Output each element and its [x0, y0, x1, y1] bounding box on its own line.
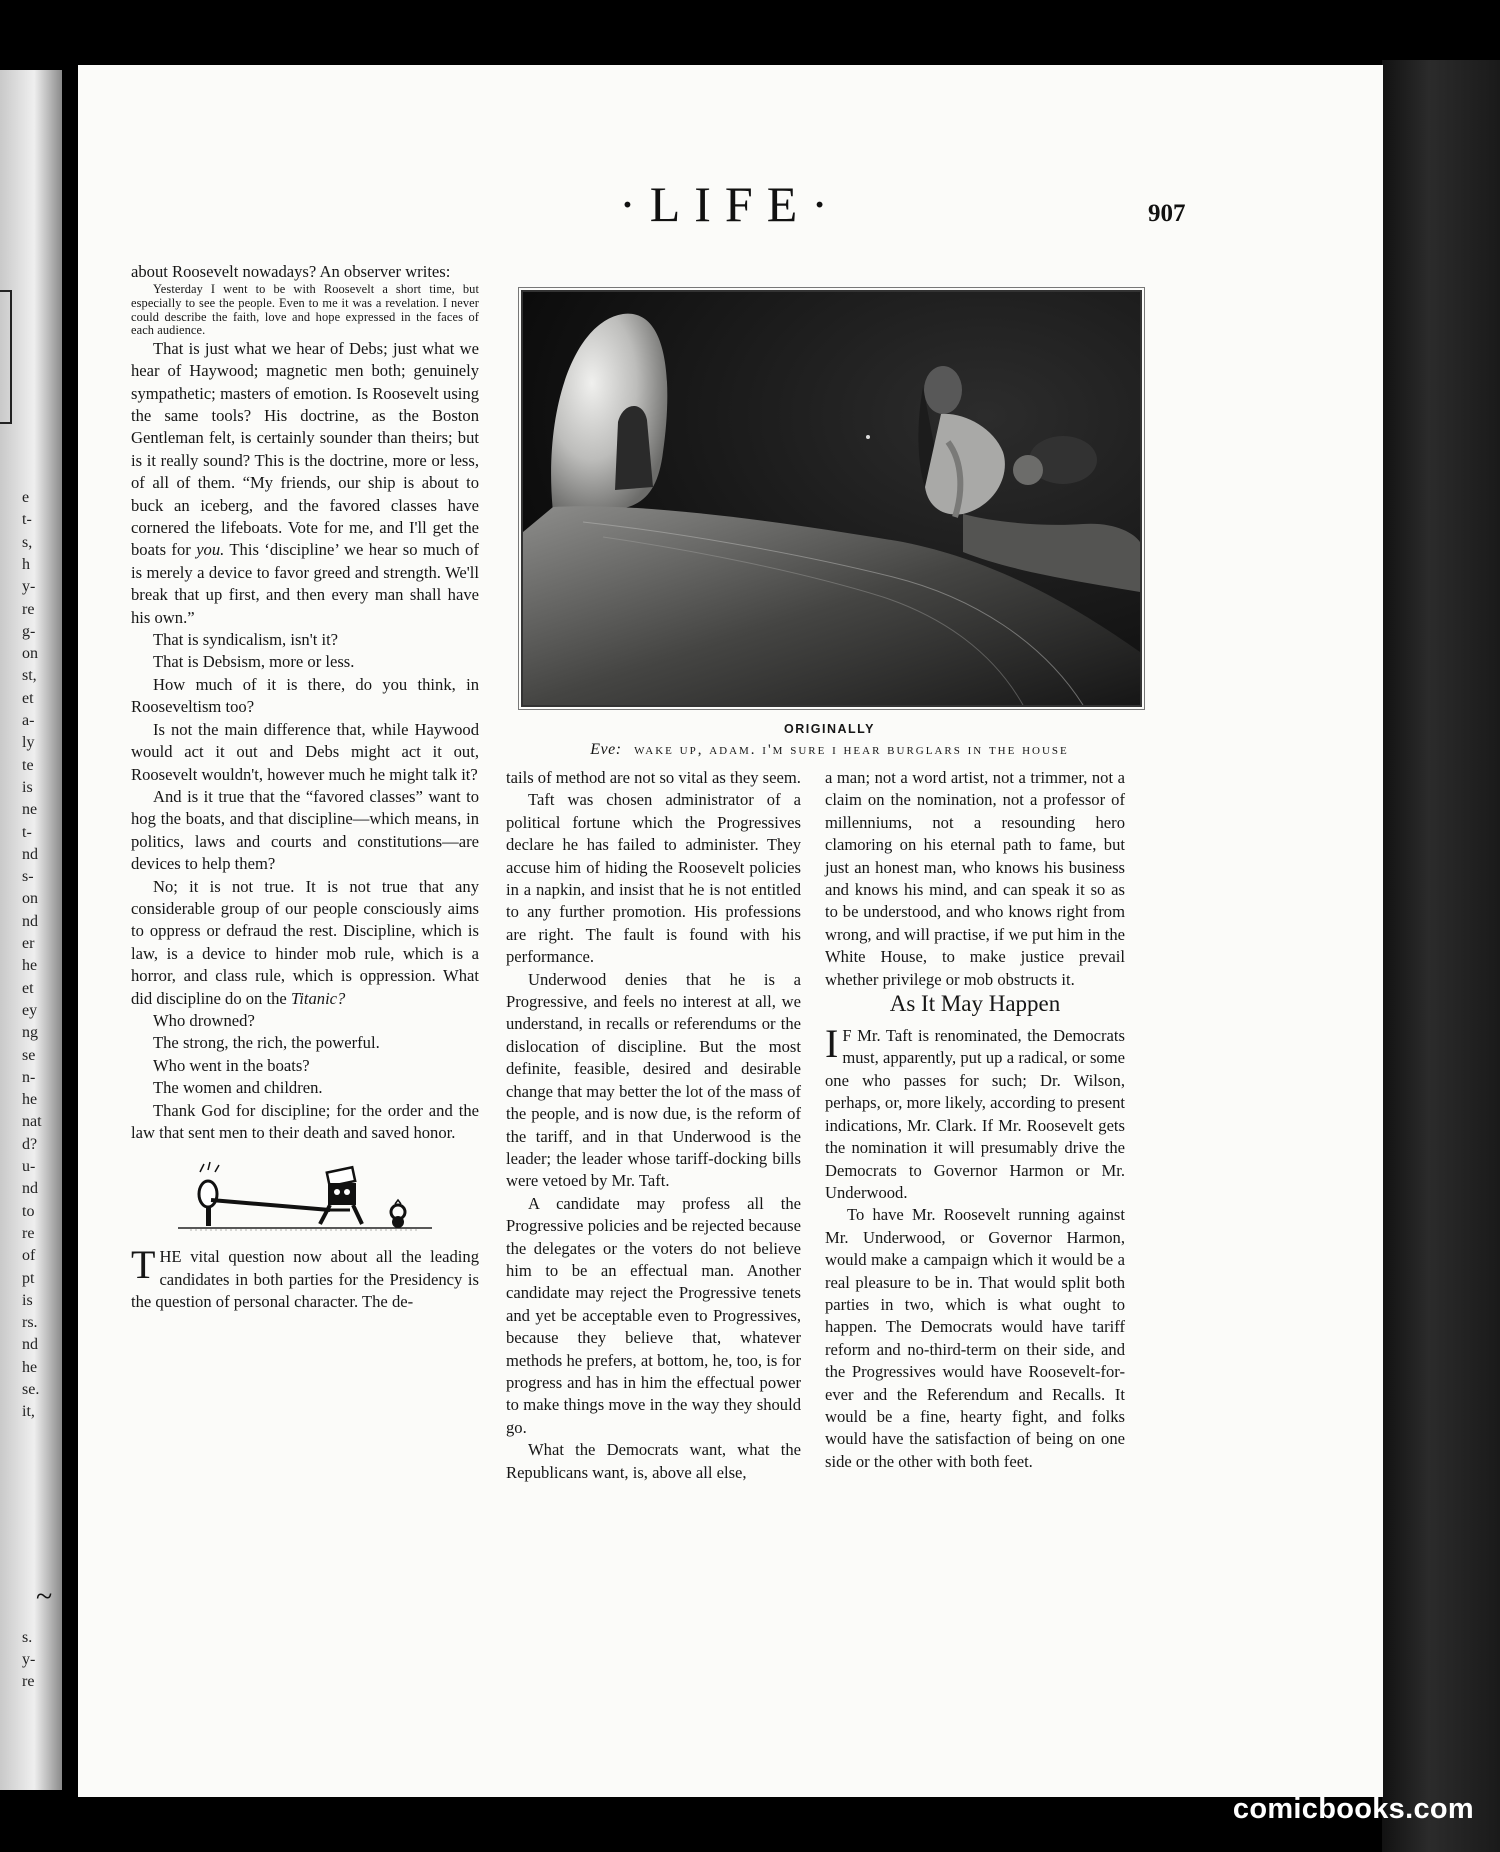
- adjacent-page-fragment: nd: [22, 912, 38, 930]
- paragraph: That is Debsism, more or less.: [153, 652, 355, 672]
- adjacent-page-fragment: nat: [22, 1113, 42, 1131]
- paragraph-text: No; it is not true. It is not true that any considerable group of our people consciously aims to oppress or defraud the rest. Discipline, which is law, is a device to hinder mob rule, which is a horror, and class rule, which is oppression. What did discipline do on the: [131, 876, 479, 1008]
- cartoon-vignette-icon: [170, 1158, 440, 1238]
- masthead: ·LIFE·: [619, 176, 842, 232]
- paragraph: Who went in the boats?: [153, 1055, 310, 1075]
- paragraph-text: HE vital question now about all the leading candidates in both parties for the Presidency is the question of personal character. The de-: [131, 1247, 479, 1312]
- adjacent-page-fragment: te: [22, 756, 34, 774]
- adjacent-page-fragment: nd: [22, 1180, 38, 1198]
- adjacent-page-fragment: t-: [22, 823, 32, 841]
- paragraph: [131, 1242, 479, 1313]
- adjacent-page-fragment: u-: [22, 1158, 36, 1175]
- adjacent-page-ornament: ~: [36, 1580, 53, 1613]
- paragraph-text: This ‘discipline’ we hear so much of is merely a device to favor greed and strength. We'll break that up first, and then every man shall have his own.”: [131, 540, 479, 627]
- adjacent-page-rule: [0, 290, 12, 424]
- adjacent-page-edge: [0, 70, 62, 1790]
- cave-scene-image: [523, 292, 1140, 705]
- adjacent-page-fragment: n-: [22, 1068, 36, 1086]
- adjacent-page-fragment: rs.: [22, 1314, 38, 1332]
- illustration-caption: [521, 741, 1138, 759]
- adjacent-page-fragment: re: [22, 1673, 35, 1690]
- middle-column: [506, 767, 801, 1484]
- adjacent-page-fragment: se.: [22, 1381, 40, 1398]
- adjacent-page-fragment: is: [22, 1291, 33, 1309]
- paragraph-text: That is just what we hear of Debs; just what we hear of Haywood; magnetic men both; genuinely sympathetic; masters of emotion. Is Roosevelt using the same tools? His doctrine, as the Boston Gentleman felt, is certainly sounder than theirs; but is it really sound? This is the doctrine, more or less, of all of them. “My friends, our ship is about to buck an iceberg, and the favored classes have cornered the lifeboats. Vote for me, and I'll get the boats for: [131, 338, 479, 560]
- adjacent-page-fragment: on: [22, 890, 38, 908]
- paragraph: Underwood denies that he is a Progressive, and feels no interest at all, we understand, in recalls or referendums or the dislocation of discipline. But the most definite, feasible, desired and desirable change that may better the lot of the mass of the people, and is now due, is the reform of the tariff, and in that Underwood is the leader; the leader whose tariff-docking bills were vetoed by Mr. Taft.: [506, 969, 801, 1191]
- adjacent-page-fragment: s-: [22, 868, 34, 886]
- adjacent-page-fragment: st,: [22, 667, 37, 685]
- adjacent-page-fragment: et: [22, 979, 34, 997]
- scan-top-border: [0, 0, 1500, 60]
- adjacent-page-fragment: h: [22, 555, 30, 573]
- paragraph: A candidate may profess all the Progressive policies and be rejected because the delegates or the voters do not believe him to be an effectual man. Another candidate may reject the Progressive tenets and yet be acceptable even to Progressives, because they believe that, whatever methods he prefers, at bottom, he, too, is for progress and has in him the effectual power to make things move in the way they should go.: [506, 1193, 801, 1437]
- paragraph: To have Mr. Roosevelt running against Mr. Underwood, or Governor Harmon, would make a campaign which it would be a real pleasure to be in. That would split both parties in two, which is what ought to happen. The Democrats would have tariff reform and no-third-term on their side, and the Progressives would have Roosevelt-for-ever and the Referendum and Recalls. It would be a fine, hearty fight, and folks would have the satisfaction of being on one side or the other with both feet.: [825, 1205, 1125, 1471]
- illustration-title: ORIGINALLY: [784, 722, 875, 736]
- watermark: comicbooks.com: [1232, 1793, 1474, 1825]
- paragraph: The women and children.: [153, 1078, 323, 1098]
- adjacent-page-fragment: se: [22, 1046, 36, 1064]
- emphasis: you.: [196, 540, 225, 560]
- adjacent-page-fragment: a-: [22, 712, 35, 729]
- magazine-page: [78, 65, 1383, 1797]
- emphasis: Titanic?: [290, 988, 346, 1008]
- adjacent-page-fragment: nd: [22, 1336, 38, 1354]
- adjacent-page-fragment: ne: [22, 801, 38, 819]
- paragraph: And is it true that the “favored classes” want to hog the boats, and that discipline—which means, in politics, laws and courts and constitutions—are devices to help them?: [131, 786, 479, 874]
- adjacent-page-fragment: he: [22, 1358, 38, 1376]
- paragraph: Who drowned?: [153, 1010, 255, 1030]
- paragraph: Is not the main difference that, while Haywood would act it out and Debs might act it out, Roosevelt wouldn't, however much he might talk it?: [131, 719, 479, 784]
- adjacent-page-fragment: re: [22, 1224, 35, 1242]
- adjacent-page-fragment: d?: [22, 1135, 38, 1153]
- paragraph: about Roosevelt nowadays? An observer writes:: [131, 262, 451, 281]
- paragraph-text: F Mr. Taft is renominated, the Democrats must, apparently, put up a radical, or some one who passes for such; Dr. Wilson, perhaps, or, more likely, according to present indications, Mr. Clark. If Mr. Roosevelt gets the nomination it will presumably drive the Democrats to Governor Harmon or Mr. Underwood.: [825, 1026, 1125, 1202]
- paragraph: tails of method are not so vital as they seem.: [506, 768, 801, 787]
- adjacent-page-fragment: ng: [22, 1024, 38, 1042]
- adjacent-page-fragment: re: [22, 600, 35, 618]
- adjacent-page-fragment: pt: [22, 1269, 35, 1287]
- adjacent-page-fragment: nd: [22, 845, 38, 863]
- caption-speaker: Eve:: [590, 741, 622, 758]
- adjacent-page-fragment: y-: [22, 578, 36, 596]
- adjacent-page-fragment: on: [22, 645, 38, 663]
- paragraph: Thank God for discipline; for the order and the law that sent men to their death and saved honor.: [131, 1100, 479, 1142]
- adjacent-page-fragment: y-: [22, 1651, 36, 1668]
- adjacent-page-fragment: t-: [22, 511, 32, 529]
- adjacent-page-fragment: to: [22, 1202, 35, 1220]
- adjacent-page-fragment: s.: [22, 1629, 33, 1646]
- adjacent-page-fragment: it,: [22, 1403, 35, 1421]
- paragraph: Taft was chosen administrator of a political fortune which the Progressives declare he has failed to administer. They accuse him of hiding the Roosevelt policies in a napkin, and insist that he is not entitled to any further promotion. His professions are right. The fault is found with his performance.: [506, 790, 801, 967]
- adjacent-page-fragment: e: [22, 489, 30, 506]
- paragraph: [825, 1021, 1125, 1204]
- adjacent-page-fragment: g-: [22, 622, 36, 640]
- left-column: [131, 261, 479, 1314]
- adjacent-page-fragment: is: [22, 778, 33, 796]
- paragraph: The strong, the rich, the powerful.: [153, 1033, 380, 1053]
- adjacent-page-fragment: et: [22, 689, 34, 707]
- drop-cap: T: [131, 1242, 156, 1288]
- caption-text: wake up, adam. i'm sure i hear burglars in the house: [634, 742, 1069, 758]
- paragraph: That is syndicalism, isn't it?: [153, 630, 339, 650]
- block-quote: Yesterday I went to be with Roosevelt a short time, but especially to see the people. Even to me it was a revelation. I never could describe the faith, love and hope expressed in the faces of each audience.: [131, 282, 479, 338]
- paragraph: How much of it is there, do you think, in Rooseveltism too?: [131, 674, 479, 717]
- scan-right-border: [1382, 60, 1500, 1852]
- adjacent-page-fragment: he: [22, 1091, 38, 1109]
- paragraph: [131, 876, 479, 1010]
- paragraph: [131, 338, 479, 629]
- paragraph: What the Democrats want, what the Republicans want, is, above all else,: [506, 1440, 801, 1482]
- section-heading: As It May Happen: [889, 991, 1061, 1017]
- adjacent-page-fragment: ey: [22, 1001, 38, 1019]
- page-number: 907: [1148, 200, 1186, 227]
- drop-cap: I: [825, 1021, 839, 1067]
- right-column: [825, 767, 1125, 1473]
- adjacent-page-fragment: s,: [22, 533, 33, 551]
- adjacent-page-fragment: he: [22, 957, 38, 975]
- adjacent-page-fragment: ly: [22, 734, 35, 752]
- illustration-frame: [521, 290, 1142, 707]
- adjacent-page-fragment: of: [22, 1247, 36, 1265]
- paragraph: a man; not a word artist, not a trimmer, not a claim on the nomination, not a professor of millenniums, not a resounding hero clamoring on his eternal path to fame, but just an honest man, who knows his business and knows his mind, and can speak it so as to be understood, and who knows right from wrong, and will practise, if we put him in the White House, to make justice prevail whether privilege or mob obstructs it.: [825, 768, 1125, 989]
- adjacent-page-fragment: er: [22, 935, 35, 952]
